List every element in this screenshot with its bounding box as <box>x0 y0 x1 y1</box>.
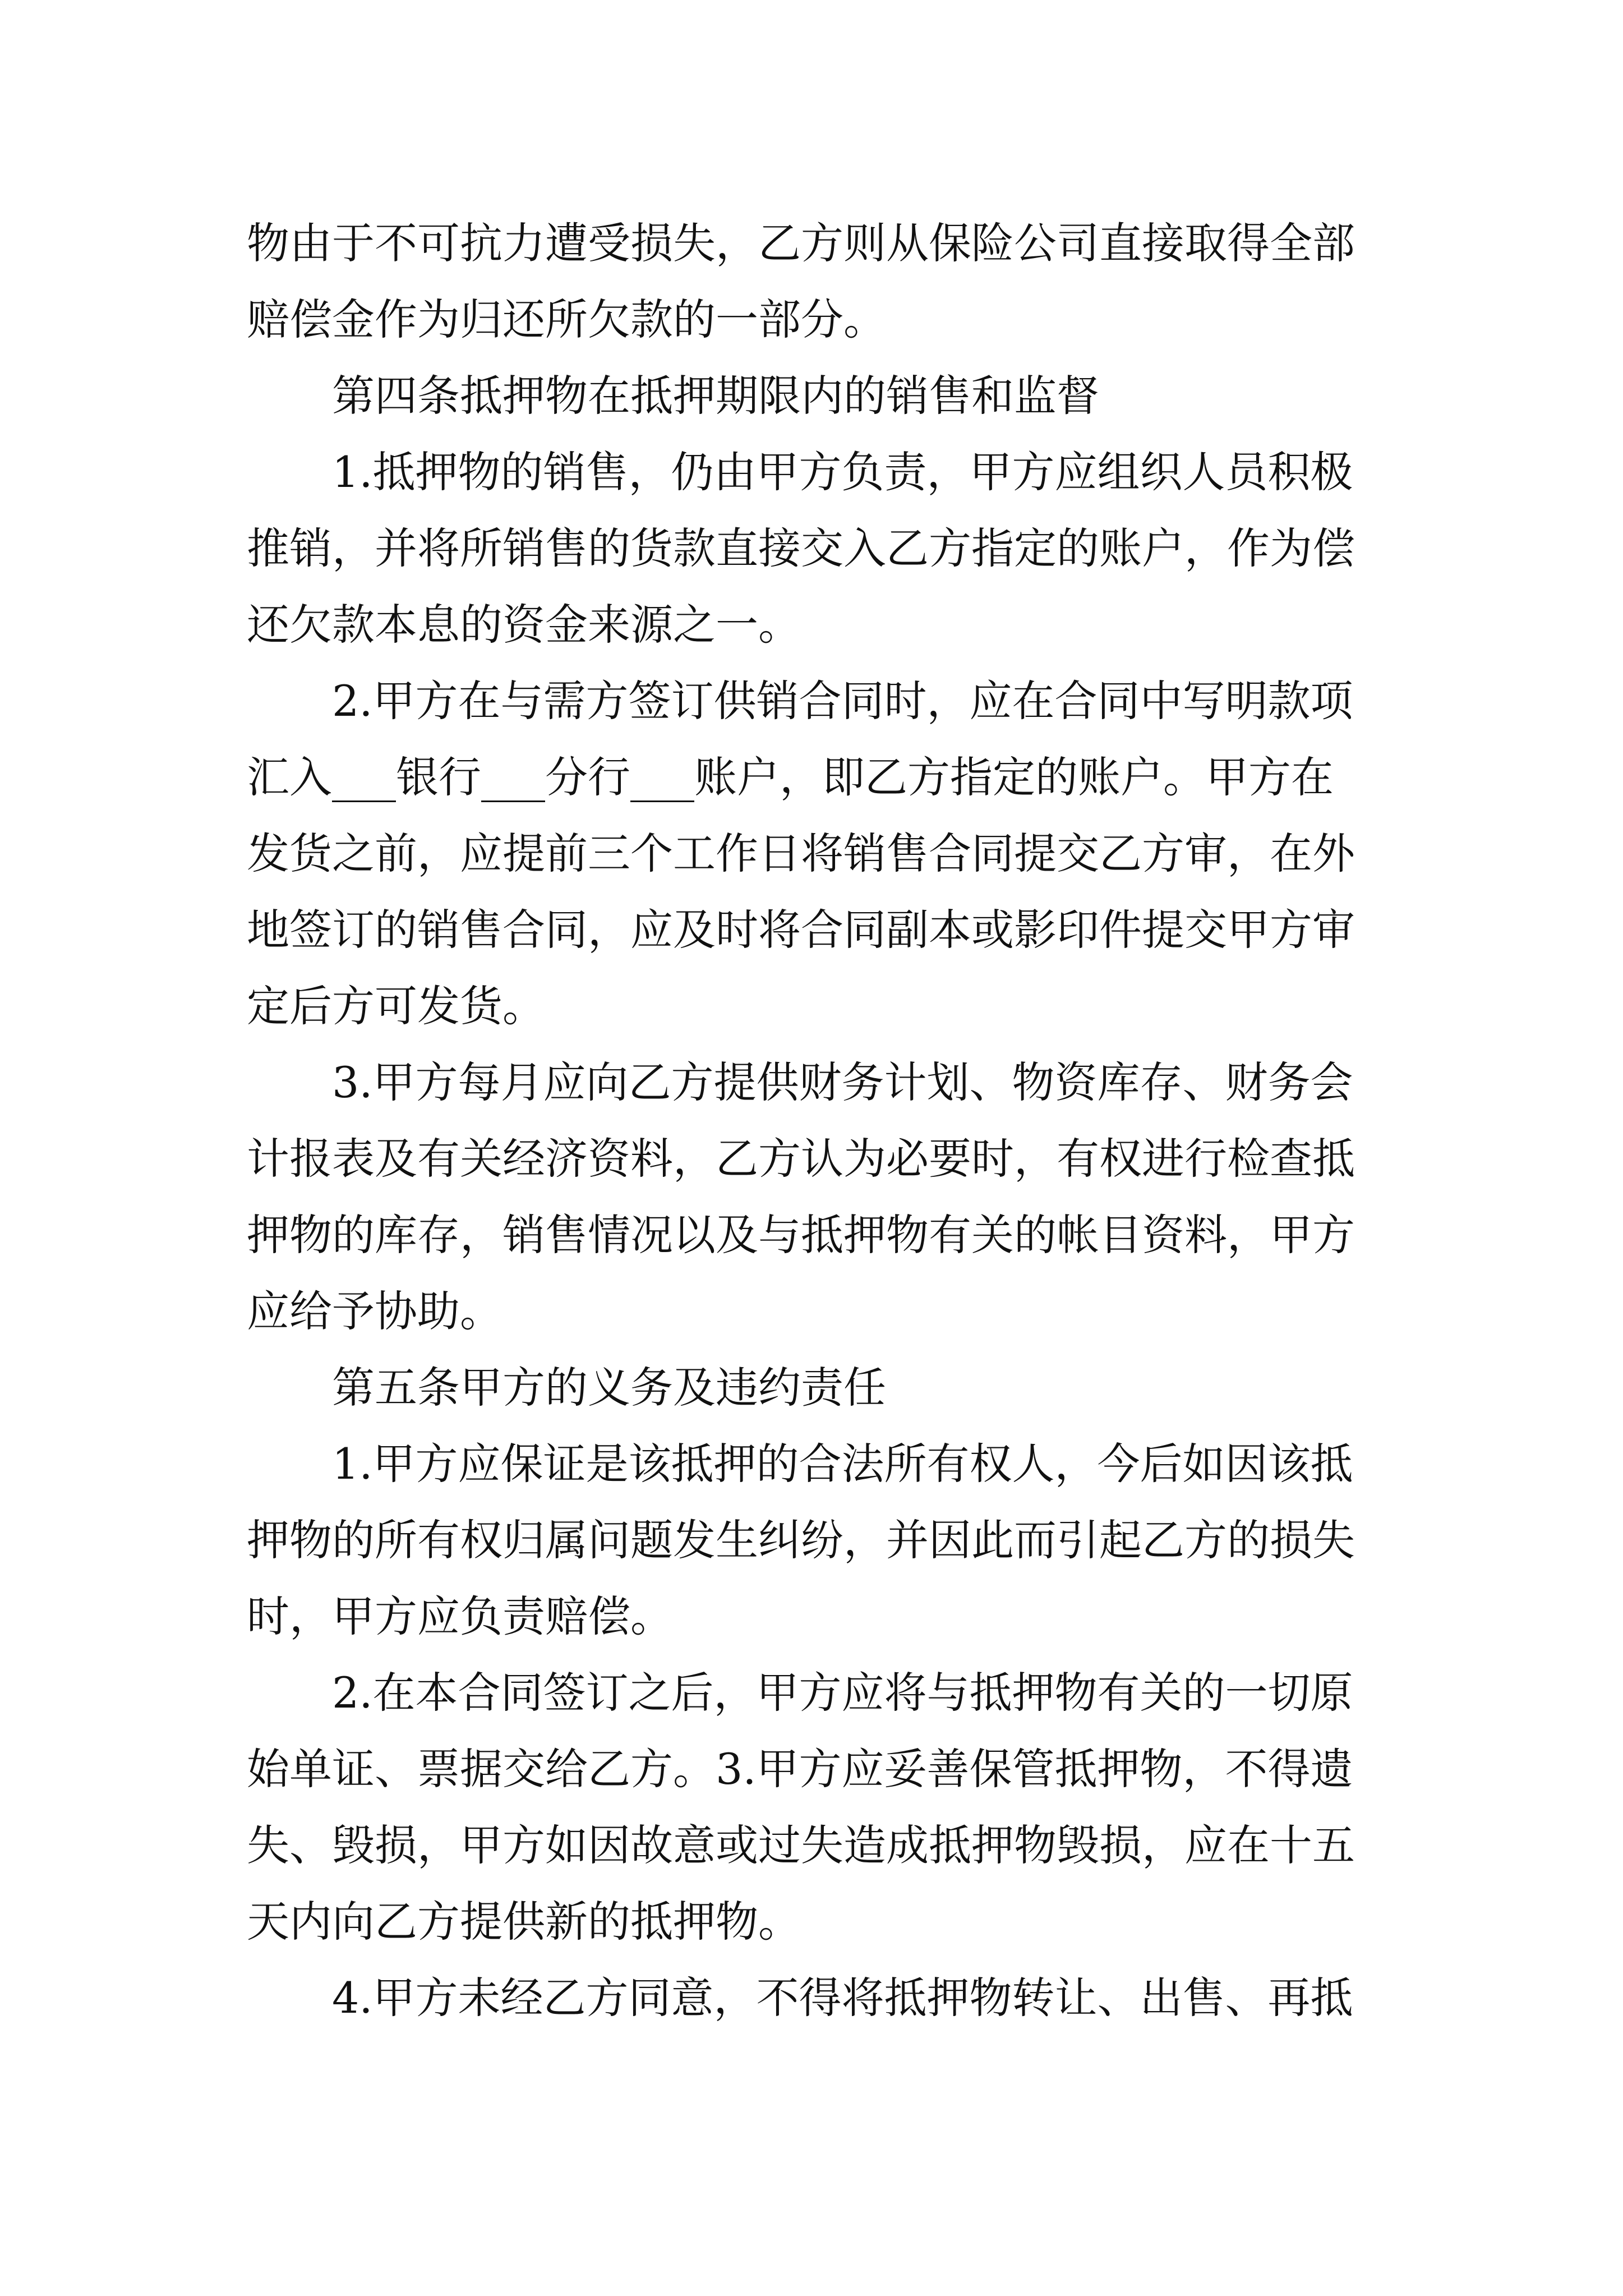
text-line: 2.在本合同签订之后，甲方应将与抵押物有关的一切原 <box>332 1668 1353 1718</box>
text-line: 赔偿金作为归还所欠款的一部分。 <box>247 295 886 344</box>
text-line: 还欠款本息的资金来源之一。 <box>247 600 801 650</box>
text-line: 2.甲方在与需方签订供销合同时，应在合同中写明款项 <box>332 676 1353 726</box>
article-4-clause-2 <box>247 663 1380 1045</box>
article-5-clause-2 <box>247 1655 1380 1960</box>
article-4-clause-3 <box>247 1045 1380 1350</box>
article-4-heading <box>247 358 1380 434</box>
text-line: 1.甲方应保证是该抵押的合法所有权人，今后如因该抵 <box>332 1439 1353 1489</box>
text-line: 第四条抵押物在抵押期限内的销售和监督 <box>332 371 1099 421</box>
text-line: 地签订的销售合同，应及时将合同副本或影印件提交甲方审 <box>247 905 1355 955</box>
text-line: 定后方可发货。 <box>247 981 545 1031</box>
text-line: 1.抵押物的销售，仍由甲方负责，甲方应组织人员积极 <box>332 447 1353 497</box>
text-line: 时，甲方应负责赔偿。 <box>247 1591 673 1641</box>
text-line: 发货之前，应提前三个工作日将销售合同提交乙方审，在外 <box>247 829 1355 878</box>
contract-body-text <box>247 205 1380 2036</box>
text-line: 计报表及有关经济资料，乙方认为必要时，有权进行检查抵 <box>247 1134 1355 1184</box>
text-line: 失、毁损，甲方如因故意或过失造成抵押物毁损，应在十五 <box>247 1820 1355 1870</box>
text-line: 押物的所有权归属问题发生纠纷，并因此而引起乙方的损失 <box>247 1515 1355 1565</box>
article-4-clause-1 <box>247 434 1380 663</box>
text-line: 始单证、票据交给乙方。3.甲方应妥善保管抵押物，不得遗 <box>247 1744 1353 1794</box>
text-line: 3.甲方每月应向乙方提供财务计划、物资库存、财务会 <box>332 1057 1353 1107</box>
article-5-clause-1 <box>247 1426 1380 1655</box>
article-5-clause-4 <box>247 1960 1380 2036</box>
text-line: 天内向乙方提供新的抵押物。 <box>247 1897 801 1947</box>
paragraph-continuation <box>247 205 1380 358</box>
text-line: 第五条甲方的义务及违约责任 <box>332 1363 886 1412</box>
text-line: 推销，并将所销售的货款直接交入乙方指定的账户，作为偿 <box>247 523 1355 573</box>
article-5-heading <box>247 1350 1380 1426</box>
text-line: 应给予协助。 <box>247 1286 502 1336</box>
text-line: 押物的库存，销售情况以及与抵押物有关的帐目资料，甲方 <box>247 1210 1355 1260</box>
text-line: 物由于不可抗力遭受损失，乙方则从保险公司直接取得全部 <box>247 218 1355 268</box>
text-line: 4.甲方未经乙方同意，不得将抵押物转让、出售、再抵 <box>332 1973 1353 2023</box>
text-line: 汇入___银行___分行___账户，即乙方指定的账户。甲方在 <box>247 752 1334 802</box>
